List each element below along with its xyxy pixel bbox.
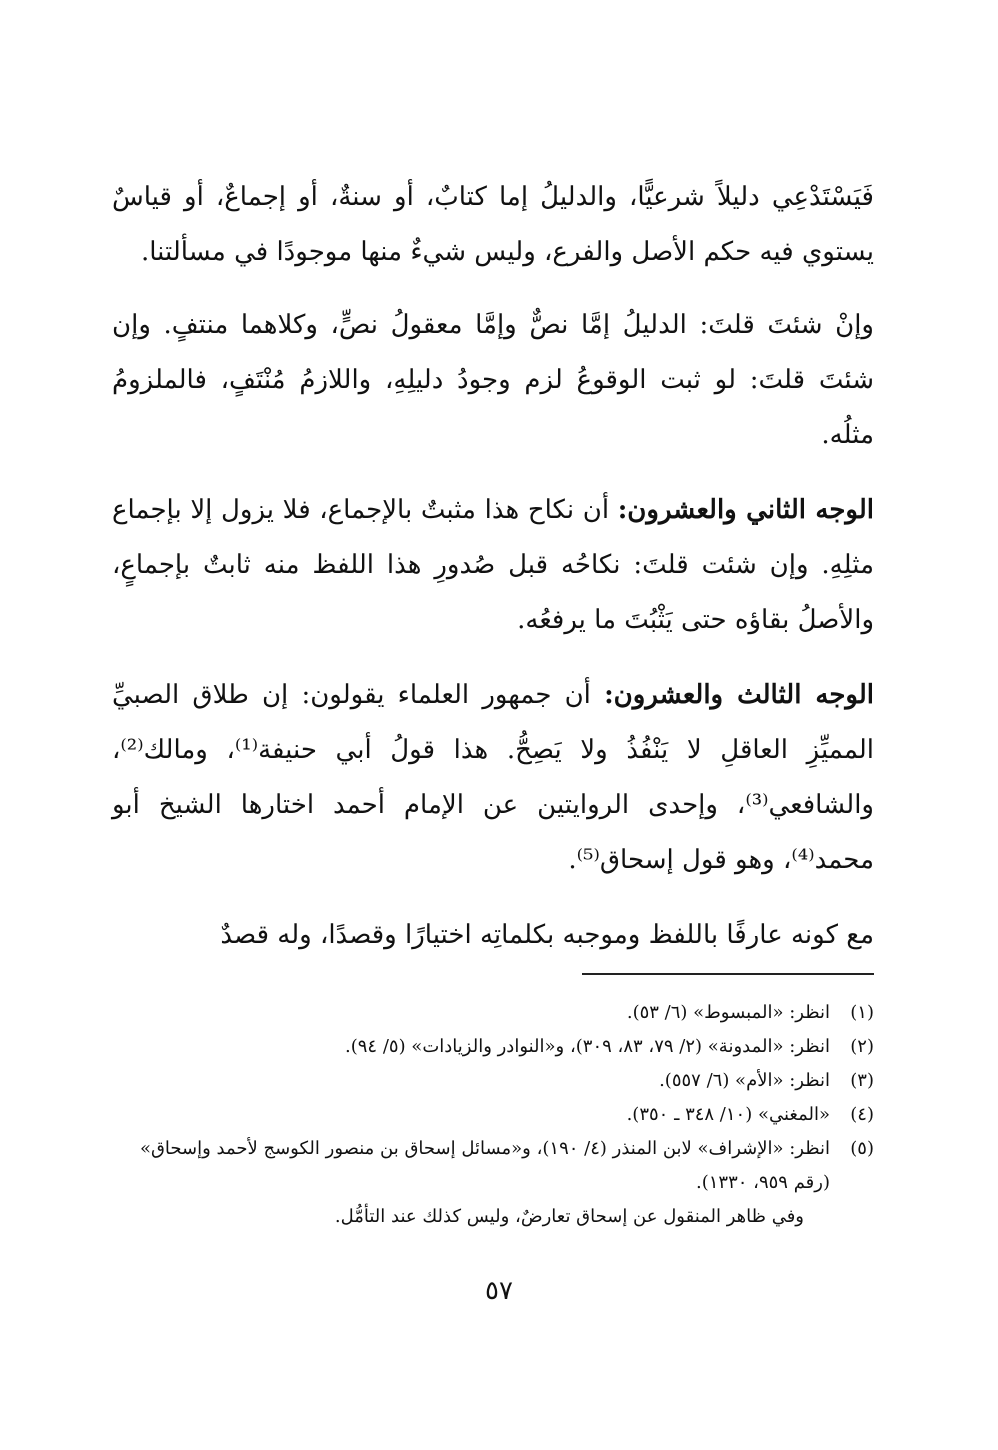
footnote-number: (٥) <box>850 1138 874 1159</box>
footnote-5-continuation: وفي ظاهر المنقول عن إسحاق تعارضٌ، وليس كذلك عند التأمُّل. <box>334 1206 804 1227</box>
footnote-3 <box>112 1064 874 1098</box>
section-heading-22: الوجه الثاني والعشرون: <box>617 495 874 525</box>
paragraph-2-text: وإنْ شئتَ قلتَ: الدليلُ إمَّا نصٌّ وإمَّا معقولُ نصٍّ، وكلاهما منتفٍ. وإن شئتَ قلتَ: لو ثبت الوقوعُ لزم وجودُ دليلِهِ، واللازمُ مُنْتَفٍ، فالملزومُ مثلُه. <box>112 310 874 450</box>
footnote-number: (٤) <box>850 1104 874 1125</box>
paragraph-4-text: أن جمهور العلماء يقولون: إن طلاق الصبيِّ المميِّزِ العاقلِ لا يَنْفُذُ ولا يَصِحُّ. هذا قولُ أبي حنيفة⁽¹⁾، ومالك⁽²⁾، والشافعي⁽³⁾، وإحدى الروايتين عن الإمام أحمد اختارها الشيخ أبو محمد⁽⁴⁾، وهو قول إسحاق⁽⁵⁾. <box>112 680 875 875</box>
footnote-1 <box>112 996 874 1030</box>
footnotes <box>112 996 874 1234</box>
paragraph-1-text: فَيَسْتَدْعِي دليلاً شرعيًّا، والدليلُ إما كتابٌ، أو سنةٌ، أو إجماعٌ، أو قياسٌ يستوي فيه حكم الأصل والفرع، وليس شيءٌ منها موجودًا في مسألتنا. <box>112 182 874 267</box>
page-number: ٥٧ <box>485 1276 513 1306</box>
footnote-number: (٢) <box>850 1036 874 1057</box>
footnote-number: (٣) <box>850 1070 874 1091</box>
footnote-number: (١) <box>850 1002 874 1023</box>
paragraph-5-text: مع كونه عارفًا باللفظ وموجبه بكلماتِه اختيارًا وقصدًا، وله قصدٌ <box>220 920 874 950</box>
footnote-4 <box>112 1098 874 1132</box>
footnote-text: انظر: «المدونة» (٢/ ٧٩، ٨٣، ٣٠٩)، و«النوادر والزيادات» (٥/ ٩٤). <box>345 1036 830 1057</box>
section-heading-23: الوجه الثالث والعشرون: <box>604 680 875 710</box>
footnote-separator <box>582 973 874 975</box>
paragraph-3-text: أن نكاح هذا مثبتٌ بالإجماع، فلا يزول إلا بإجماع مثلِهِ. وإن شئت قلتَ: نكاحُه قبل صُدورِ هذا اللفظ منه ثابتٌ بإجماعٍ، والأصلُ بقاؤه حتى يَثْبُتَ ما يرفعُه. <box>112 495 874 635</box>
footnote-2 <box>112 1030 874 1064</box>
footnote-text: انظر: «الأم» (٦/ ٥٥٧). <box>659 1070 830 1091</box>
paragraph-1 <box>112 170 874 280</box>
paragraph-2 <box>112 298 874 463</box>
footnote-text: «المغني» (١٠/ ٣٤٨ ـ ٣٥٠). <box>626 1104 830 1125</box>
footnote-5 <box>112 1132 874 1200</box>
paragraph-5 <box>112 908 874 963</box>
paragraph-3 <box>112 483 874 648</box>
paragraph-4 <box>112 668 874 888</box>
footnote-text: انظر: «الإشراف» لابن المنذر (٤/ ١٩٠)، و«مسائل إسحاق بن منصور الكوسج لأحمد وإسحاق» (رقم ٩٥٩، ١٣٣٠). <box>139 1138 830 1193</box>
footnote-text: انظر: «المبسوط» (٦/ ٥٣). <box>626 1002 830 1023</box>
main-text <box>112 170 874 983</box>
